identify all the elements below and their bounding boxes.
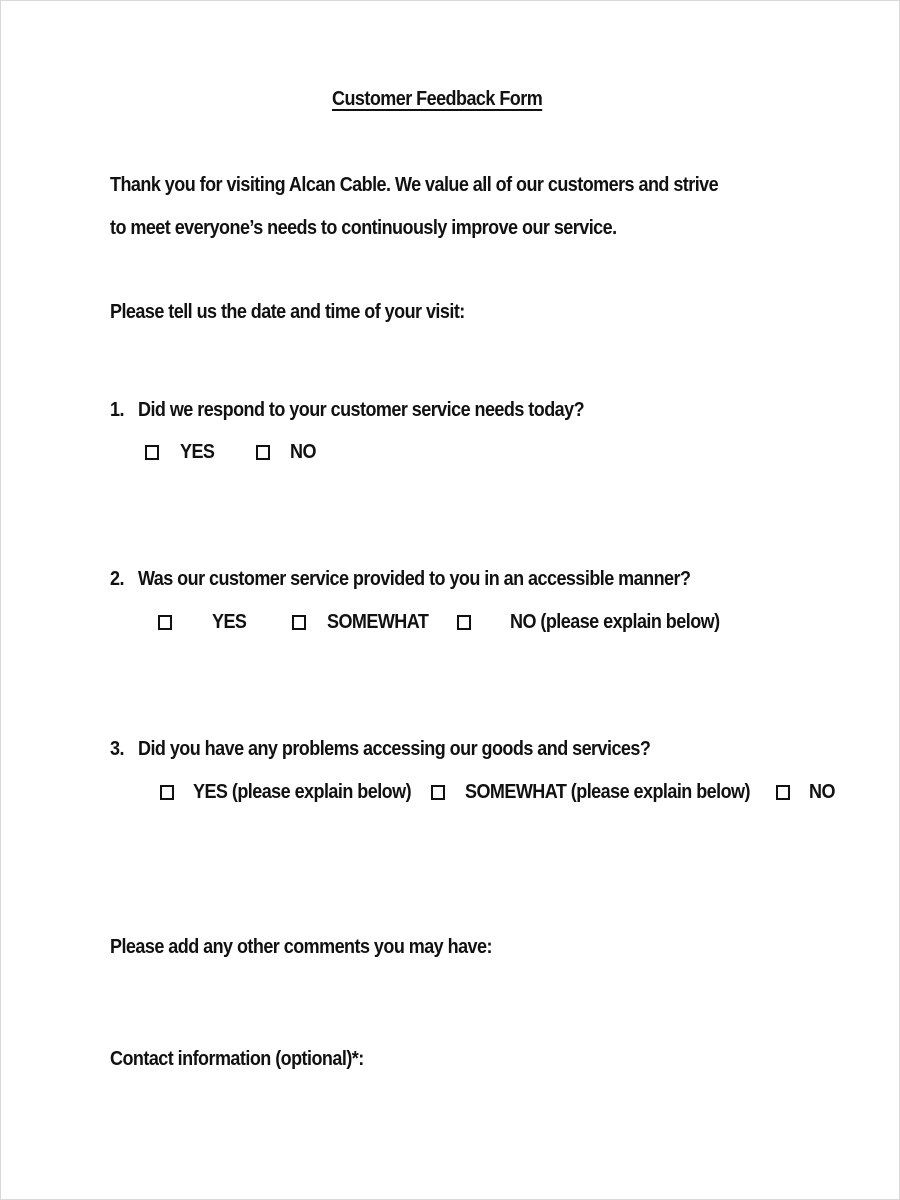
q2-yes-checkbox[interactable]	[158, 615, 172, 630]
q2-yes-label: YES	[212, 611, 247, 633]
comments-prompt: Please add any other comments you may have:	[110, 936, 492, 958]
question-3-number: 3.	[110, 738, 124, 760]
question-1-number: 1.	[110, 399, 124, 421]
question-2-text: Was our customer service provided to you in an accessible manner?	[138, 568, 691, 590]
q3-yes-checkbox[interactable]	[160, 785, 174, 800]
q3-no-label: NO	[809, 781, 835, 803]
q2-no-checkbox[interactable]	[457, 615, 471, 630]
q1-yes-label: YES	[180, 441, 215, 463]
page-title: Customer Feedback Form	[332, 88, 543, 110]
contact-info-prompt: Contact information (optional)*:	[110, 1048, 364, 1070]
question-2-number: 2.	[110, 568, 124, 590]
q1-yes-checkbox[interactable]	[145, 445, 159, 460]
intro-line-1: Thank you for visiting Alcan Cable. We value all of our customers and strive	[110, 174, 719, 196]
q1-no-label: NO	[290, 441, 316, 463]
q2-somewhat-checkbox[interactable]	[292, 615, 306, 630]
q2-somewhat-label: SOMEWHAT	[327, 611, 429, 633]
visit-date-time-prompt: Please tell us the date and time of your visit:	[110, 301, 465, 323]
q3-no-checkbox[interactable]	[776, 785, 790, 800]
q3-somewhat-label: SOMEWHAT (please explain below)	[465, 781, 750, 803]
question-3-text: Did you have any problems accessing our goods and services?	[138, 738, 651, 760]
q3-somewhat-checkbox[interactable]	[431, 785, 445, 800]
q1-no-checkbox[interactable]	[256, 445, 270, 460]
question-1-text: Did we respond to your customer service needs today?	[138, 399, 585, 421]
q2-no-label: NO (please explain below)	[510, 611, 720, 633]
intro-line-2: to meet everyone’s needs to continuously improve our service.	[110, 217, 617, 239]
q3-yes-label: YES (please explain below)	[193, 781, 412, 803]
